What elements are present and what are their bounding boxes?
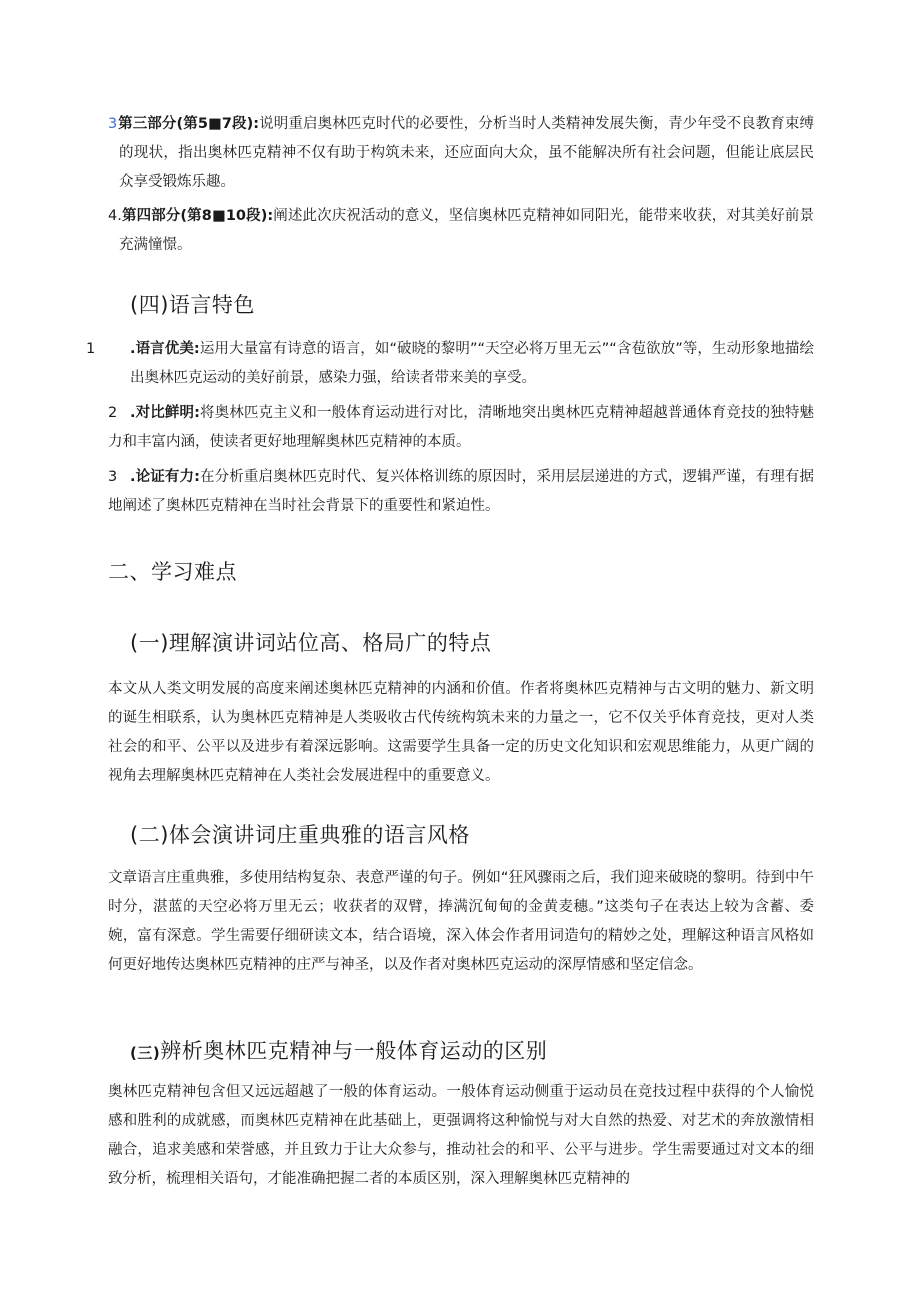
feature-1-text: 运用大量富有诗意的语言，如“破晓的黎明”“天空必将万里无云”“含苞欲放”等，生动形象地描绘出奥林匹克运动的美好前景，感染力强，给读者带来美的享受。: [130, 341, 814, 386]
part3-number: 3: [108, 116, 118, 132]
feature-1-title: .语言优美:: [130, 341, 200, 357]
feature-item-1: [86, 335, 814, 393]
subsection-3-heading-prefix: (三): [130, 1044, 161, 1062]
subsection-3-heading-text: 辨析奥林匹克精神与一般体育运动的区别: [160, 1039, 548, 1063]
feature-item-3: [108, 463, 814, 521]
feature-item-2: [108, 399, 814, 457]
part3-title: 第三部分(第5■7段):: [118, 116, 260, 132]
feature-3-number: 3: [108, 469, 118, 485]
subsection-1-heading: (一)理解演讲词站位高、格局广的特点: [130, 631, 492, 655]
section-heading-learning-difficulties: 二、学习难点: [108, 560, 237, 584]
feature-2-title: .对比鲜明:: [130, 405, 200, 421]
part4-number: 4.: [108, 208, 122, 224]
part4-text: 阐述此次庆祝活动的意义，坚信奥林匹克精神如同阳光，能带来收获，对其美好前景充满憧憬。: [119, 208, 814, 253]
part4-title: 第四部分(第8■10段):: [121, 208, 274, 224]
subsection-3-heading: [130, 1036, 820, 1068]
part3-item: [108, 110, 814, 197]
feature-2-text: 将奥林匹克主义和一般体育运动进行对比，清晰地突出奥林匹克精神超越普通体育竞技的独特魅力和丰富内涵，使读者更好地理解奥林匹克精神的本质。: [108, 405, 815, 450]
subsection-3-paragraph: 奥林匹克精神包含但又远远超越了一般的体育运动。一般体育运动侧重于运动员在竞技过程中获得的个人愉悦感和胜利的成就感，而奥林匹克精神在此基础上，更强调将这种愉悦与对大自然的热爱、对艺术的奔放激情相融合，追求美感和荣誉感，并且致力于让大众参与，推动社会的和平、公平与进步。学生需要通过对文本的细致分析，梳理相关语句，才能准确把握二者的本质区别，深入理解奥林匹克精神的: [108, 1084, 814, 1187]
feature-3-title: .论证有力:: [130, 469, 200, 485]
subsection-1-paragraph: 本文从人类文明发展的高度来阐述奥林匹克精神的内涵和价值。作者将奥林匹克精神与古文明的魅力、新文明的诞生相联系，认为奥林匹克精神是人类吸收古代传统构筑未来的力量之一，它不仅关乎体育竞技，更对人类社会的和平、公平以及进步有着深远影响。这需要学生具备一定的历史文化知识和宏观思维能力，从更广阔的视角去理解奥林匹克精神在人类社会发展进程中的重要意义。: [108, 681, 814, 784]
feature-2-number: 2: [108, 405, 118, 421]
part3-text: 说明重启奥林匹克时代的必要性，分析当时人类精神发展失衡，青少年受不良教育束缚的现状，指出奥林匹克精神不仅有助于构筑未来，还应面向大众，虽不能解决所有社会问题，但能让底层民众享受锻炼乐趣。: [119, 116, 815, 190]
subsection-2-heading: (二)体会演讲词庄重典雅的语言风格: [130, 823, 470, 847]
subsection-2-paragraph: 文章语言庄重典雅，多使用结构复杂、表意严谨的句子。例如“狂风骤雨之后，我们迎来破晓的黎明。待到中午时分，湛蓝的天空必将万里无云；收获者的双臂，捧满沉甸甸的金黄麦穗。”这类句子在表达上较为含蓄、委婉，富有深意。学生需要仔细研读文本，结合语境，深入体会作者用词造句的精妙之处，理解这种语言风格如何更好地传达奥林匹克精神的庄严与神圣，以及作者对奥林匹克运动的深厚情感和坚定信念。: [108, 870, 814, 973]
feature-3-text: 在分析重启奥林匹克时代、复兴体格训练的原因时，采用层层递进的方式，逻辑严谨，有理有据地阐述了奥林匹克精神在当时社会背景下的重要性和紧迫性。: [108, 469, 815, 514]
part4-item: [108, 202, 814, 260]
feature-1-number: 1: [86, 341, 96, 357]
section-heading-language-features: (四)语言特色: [130, 293, 255, 317]
